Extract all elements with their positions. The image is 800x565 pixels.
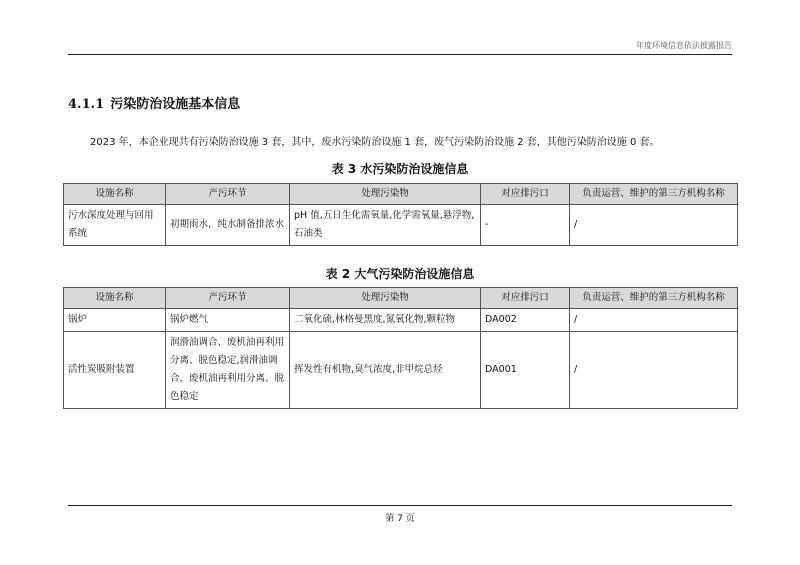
intro-paragraph: 2023 年，本企业现共有污染防治设施 3 套，其中，废水污染防治设施 1 套，废气污染防治设施 2 套，其他污染防治设施 0 套。 <box>90 137 660 148</box>
section-title-text: 污染防治设施基本信息 <box>110 97 241 112</box>
table-cell: / <box>570 332 738 409</box>
table-cell: 污水深度处理与回用系统 <box>64 205 166 246</box>
table-cell: pH 值,五日生化需氧量,化学需氧量,悬浮物,石油类 <box>290 205 481 246</box>
table-header-cell: 处理污染物 <box>290 288 481 309</box>
header-text: 年度环境信息依法披露报告 <box>636 41 732 50</box>
table-header-cell: 负责运营、维护的第三方机构名称 <box>570 184 738 205</box>
table-cell: 锅炉 <box>64 309 166 332</box>
water-pollution-table <box>63 183 738 246</box>
air-pollution-table <box>63 287 738 409</box>
table-cell: / <box>570 205 738 246</box>
table-header-cell: 处理污染物 <box>290 184 481 205</box>
table-header-row <box>64 184 738 205</box>
table-header-cell: 设施名称 <box>64 288 166 309</box>
table-cell: 润滑油调合、废机油再利用分离、脱色稳定,润滑油调合，废机油再利用分离、脱色稳定 <box>166 332 290 409</box>
table-cell: 二氧化硫,林格曼黑度,氮氧化物,颗粒物 <box>290 309 481 332</box>
table-cell: 锅炉燃气 <box>166 309 290 332</box>
table-cell: 初期雨水，纯水制备排浓水 <box>166 205 290 246</box>
footer-rule <box>68 505 732 506</box>
table-row <box>64 309 738 332</box>
table-cell: DA001 <box>481 332 570 409</box>
table2-caption: 表 2 大气污染防治设施信息 <box>325 267 475 281</box>
table-cell: 挥发性有机物,臭气浓度,非甲烷总烃 <box>290 332 481 409</box>
page-number: 第 7 页 <box>385 514 415 524</box>
header-rule <box>68 54 732 55</box>
table-header-cell: 产污环节 <box>166 288 290 309</box>
table-cell: / <box>570 309 738 332</box>
table-header-row <box>64 288 738 309</box>
table-header-cell: 对应排污口 <box>481 184 570 205</box>
table-header-cell: 设施名称 <box>64 184 166 205</box>
table-header-cell: 负责运营、维护的第三方机构名称 <box>570 288 738 309</box>
table-header-cell: 产污环节 <box>166 184 290 205</box>
table-cell: - <box>481 205 570 246</box>
table-row <box>64 205 738 246</box>
table1-caption: 表 3 水污染防治设施信息 <box>331 162 469 176</box>
section-number: 4.1.1 <box>68 97 105 112</box>
section-title <box>68 93 240 112</box>
table-header-cell: 对应排污口 <box>481 288 570 309</box>
table-cell: 活性炭吸附装置 <box>64 332 166 409</box>
table-row <box>64 332 738 409</box>
table-cell: DA002 <box>481 309 570 332</box>
